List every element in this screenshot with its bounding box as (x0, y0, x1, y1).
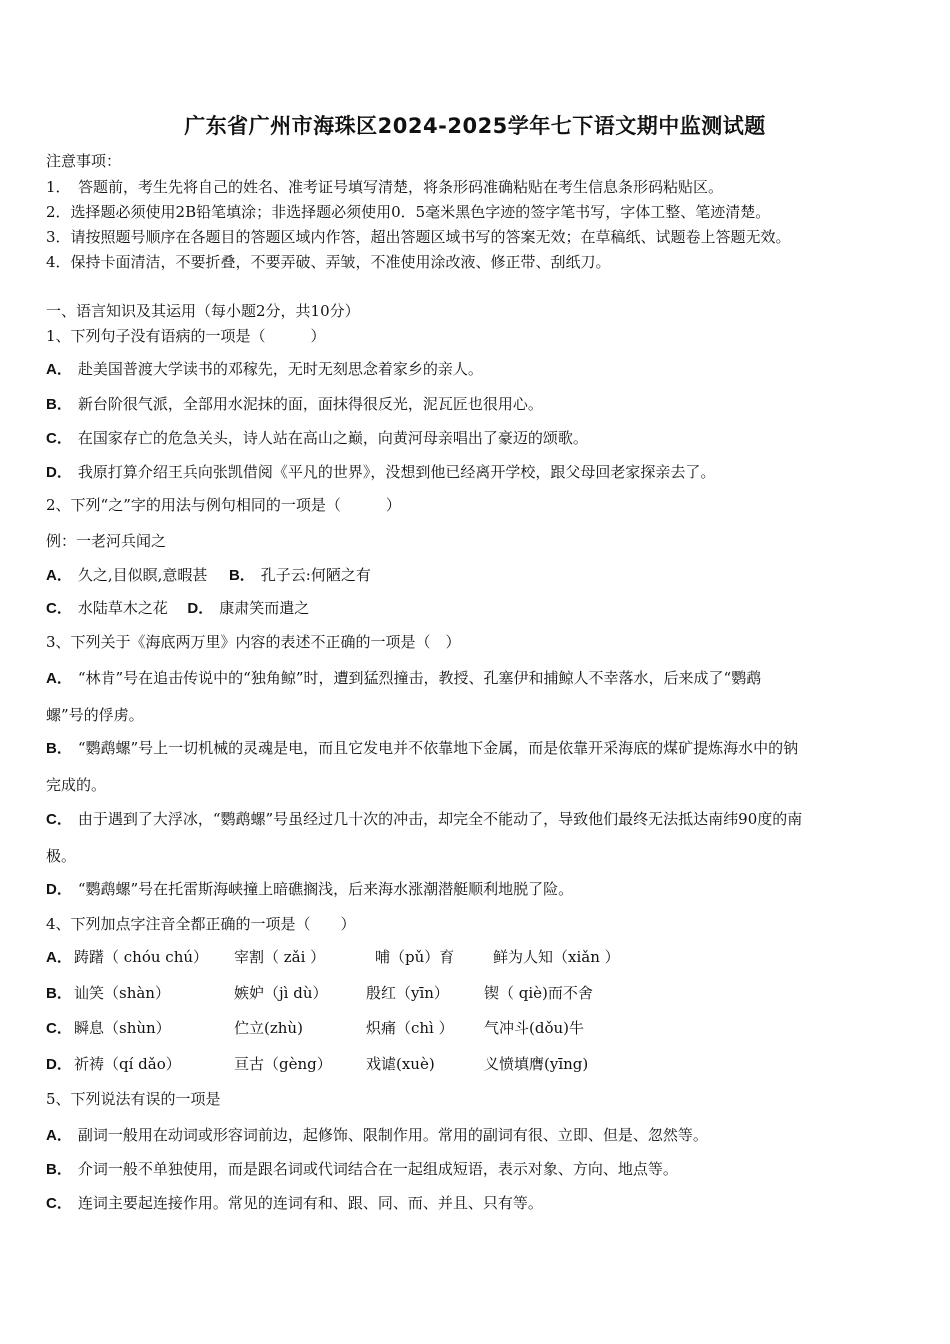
option-letter: C． (46, 600, 72, 617)
option-text: 水陆草木之花 (77, 599, 168, 617)
option-letter: B． (228, 567, 255, 584)
option-text: 副词一般用在动词或形容词前边，起修饰、限制作用。常用的副词有很、立即、但是、忽然等。 (77, 1126, 708, 1144)
option-letter: C． (46, 811, 72, 828)
question-3-option-b-cont: 完成的。 (46, 776, 107, 794)
question-1-option-b (46, 394, 543, 415)
option-text: 康肃笑而遣之 (219, 599, 310, 617)
option-letter: A． (46, 949, 72, 966)
question-2-stem: 2、下列“之”字的用法与例句相同的一项是（ ） (46, 496, 401, 514)
question-5-option-c (46, 1193, 543, 1214)
question-1-option-a (46, 359, 483, 380)
option-letter: D． (46, 1056, 72, 1073)
pinyin-item: 气冲斗(dǒu)牛 (484, 1019, 584, 1037)
question-2-options-row-1 (46, 565, 371, 586)
question-3-option-a-cont: 螺”号的俘虏。 (46, 706, 144, 724)
option-text: “林肯”号在追击传说中的“独角鲸”时，遭到猛烈撞击，教授、孔塞伊和捕鲸人不幸落水，后来成了“鹦鹉 (77, 669, 762, 687)
option-letter: B． (46, 740, 72, 757)
option-text: 赴美国普渡大学读书的邓稼先，无时无刻思念着家乡的亲人。 (77, 360, 483, 378)
option-text: 连词主要起连接作用。常见的连词有和、跟、同、而、并且、只有等。 (77, 1194, 543, 1212)
option-text: 久之,目似瞑,意暇甚 (77, 566, 208, 584)
question-5-option-b (46, 1159, 678, 1180)
option-text: 新台阶很气派，全部用水泥抹的面，面抹得很反光，泥瓦匠也很用心。 (77, 395, 543, 413)
question-3-stem: 3、下列关于《海底两万里》内容的表述不正确的一项是（ ） (46, 633, 461, 651)
question-1-option-d (46, 462, 715, 483)
option-letter: B． (46, 985, 72, 1002)
pinyin-item: 锲（ qiè)而不舍 (484, 984, 593, 1002)
pinyin-item: 踌躇（ chóu chú） (74, 948, 209, 966)
notice-heading: 注意事项： (46, 152, 122, 170)
option-letter: B． (46, 396, 72, 413)
option-letter: A． (46, 1127, 72, 1144)
notice-item: 4．保持卡面清洁，不要折叠，不要弄破、弄皱，不准使用涂改液、修正带、刮纸刀。 (46, 253, 611, 271)
option-text: 在国家存亡的危急关头，诗人站在高山之巅，向黄河母亲唱出了豪迈的颂歌。 (77, 429, 588, 447)
pinyin-item: 炽痛（chì ） (366, 1019, 454, 1037)
option-letter: A． (46, 361, 72, 378)
pinyin-item: 亘古（gèng） (234, 1055, 332, 1073)
pinyin-item: 殷红（yīn） (366, 984, 449, 1002)
notice-item: 1． 答题前，考生先将自己的姓名、准考证号填写清楚，将条形码准确粘贴在考生信息条形码粘贴区。 (46, 178, 724, 196)
question-3-option-b (46, 738, 798, 759)
question-2-example: 例：一老河兵闻之 (46, 532, 167, 550)
pinyin-item: 伫立(zhù) (234, 1019, 303, 1037)
option-letter: C． (46, 430, 72, 447)
pinyin-item: 宰割（ zǎi ） (234, 948, 326, 966)
notice-item: 3．请按照题号顺序在各题目的答题区域内作答，超出答题区域书写的答案无效；在草稿纸、试题卷上答题无效。 (46, 228, 791, 246)
pinyin-item: 鲜为人知（xiǎn ） (493, 948, 620, 966)
question-3-option-d (46, 879, 573, 900)
question-3-option-a (46, 668, 761, 689)
option-letter: D． (46, 881, 72, 898)
option-letter: B． (46, 1161, 72, 1178)
option-text: 孔子云:何陋之有 (260, 566, 371, 584)
pinyin-item: 祈祷（qí dǎo） (74, 1055, 181, 1073)
option-letter: A． (46, 567, 72, 584)
notice-item: 2．选择题必须使用2B铅笔填涂；非选择题必须使用0．5毫米黑色字迹的签字笔书写，字体工整、笔迹清楚。 (46, 203, 771, 221)
option-text: “鹦鹉螺”号在托雷斯海峡撞上暗礁搁浅，后来海水涨潮潜艇顺利地脱了险。 (77, 880, 574, 898)
question-1-option-c (46, 428, 588, 449)
pinyin-item: 义愤填膺(yīng) (484, 1055, 589, 1073)
option-text: “鹦鹉螺”号上一切机械的灵魂是电，而且它发电并不依靠地下金属，而是依靠开采海底的煤矿提炼海水中的钠 (77, 739, 799, 757)
option-text: 介词一般不单独使用，而是跟名词或代词结合在一起组成短语，表示对象、方向、地点等。 (77, 1160, 678, 1178)
pinyin-item: 讪笑（shàn） (74, 984, 170, 1002)
question-5-stem: 5、下列说法有误的一项是 (46, 1090, 221, 1108)
option-text: 由于遇到了大浮冰，“鹦鹉螺”号虽经过几十次的冲击，却完全不能动了，导致他们最终无法抵达南纬90度的南 (77, 810, 803, 828)
option-letter: A． (46, 670, 72, 687)
option-letter: C． (46, 1020, 72, 1037)
question-4-stem: 4、下列加点字注音全都正确的一项是（ ） (46, 915, 356, 933)
option-letter: C． (46, 1195, 72, 1212)
pinyin-item: 哺（pǔ）育 (375, 948, 455, 966)
question-1-stem: 1、下列句子没有语病的一项是（ ） (46, 327, 326, 345)
option-text: 我原打算介绍王兵向张凯借阅《平凡的世界》，没想到他已经离开学校，跟父母回老家探亲去了。 (77, 463, 716, 481)
option-letter: D． (187, 600, 214, 617)
question-2-options-row-2 (46, 598, 309, 619)
pinyin-item: 嫉妒（jì dù） (234, 984, 328, 1002)
pinyin-item: 瞬息（shùn） (74, 1019, 171, 1037)
option-letter: D． (46, 464, 72, 481)
question-3-option-c (46, 809, 802, 830)
page-title: 广东省广州市海珠区2024-2025学年七下语文期中监测试题 (184, 114, 766, 138)
question-5-option-a (46, 1125, 708, 1146)
pinyin-item: 戏谑(xuè) (366, 1055, 435, 1073)
section-heading: 一、语言知识及其运用（每小题2分，共10分） (46, 302, 360, 320)
question-3-option-c-cont: 极。 (46, 847, 77, 865)
